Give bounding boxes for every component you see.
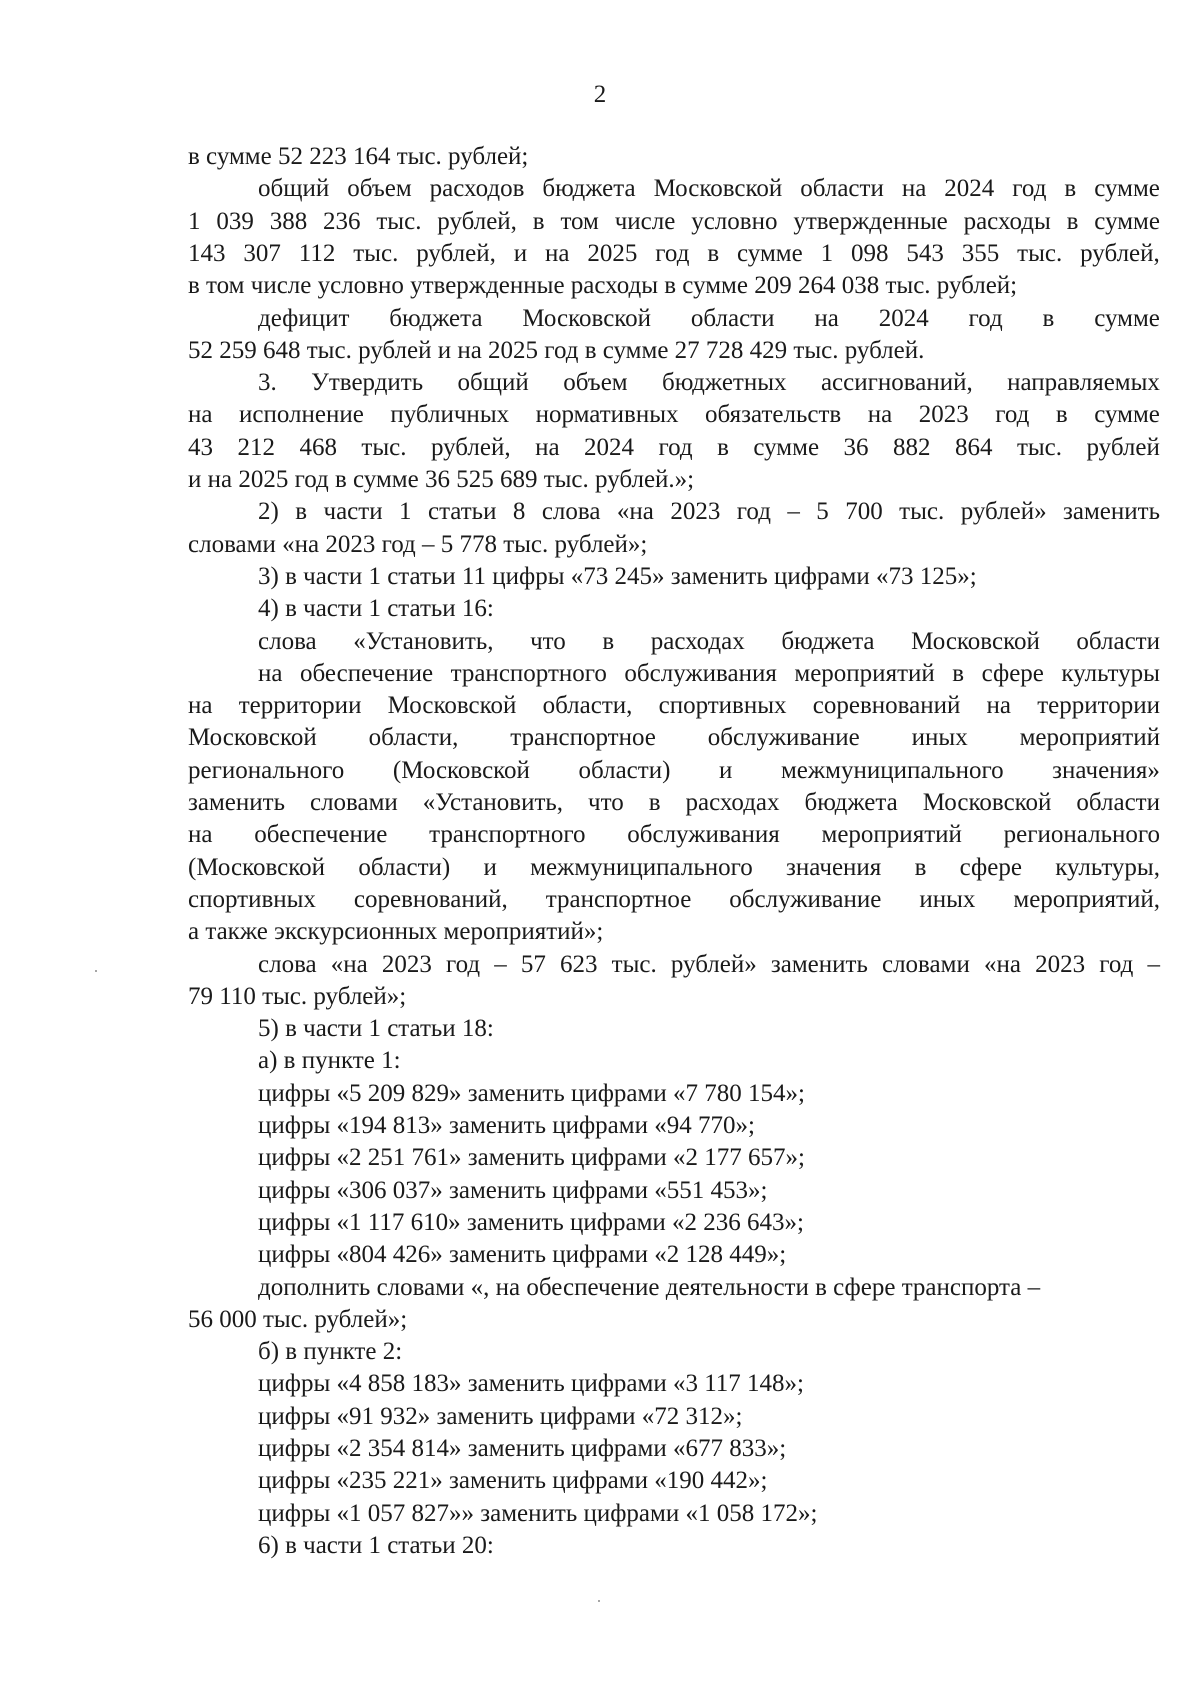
- text-line: в сумме 52 223 164 тыс. рублей;: [188, 143, 529, 170]
- text-line: словами «на 2023 год – 5 778 тыс. рублей»;: [188, 530, 648, 558]
- text-line: 79 110 тыс. рублей»;: [188, 982, 407, 1010]
- text-line: 4) в части 1 статьи 16:: [258, 595, 494, 623]
- text-line: цифры «2 354 814» заменить цифрами «677 833»;: [258, 1435, 787, 1462]
- text-line: цифры «804 426» заменить цифрами «2 128 449»;: [258, 1241, 787, 1269]
- text-line: цифры «1 057 827»» заменить цифрами «1 058 172»;: [258, 1499, 818, 1527]
- text-line: цифры «194 813» заменить цифрами «94 770»;: [258, 1112, 755, 1139]
- text-line: 2) в части 1 статьи 8 слова «на 2023 год – 5 700 тыс. рублей» заменить: [258, 498, 1160, 526]
- text-line: 1 039 388 236 тыс. рублей, в том числе условно утвержденные расходы в сумме: [188, 207, 1160, 235]
- scan-speck: [598, 1600, 600, 1602]
- text-line: б) в пункте 2:: [258, 1338, 403, 1366]
- text-line: заменить словами «Установить, что в расходах бюджета Московской области: [188, 789, 1160, 816]
- text-line: а также экскурсионных мероприятий»;: [188, 918, 604, 946]
- text-line: в том числе условно утвержденные расходы в сумме 209 264 038 тыс. рублей;: [188, 272, 1018, 300]
- text-line: цифры «306 037» заменить цифрами «551 453»;: [258, 1176, 768, 1204]
- text-line: дефицит бюджета Московской области на 2024 год в сумме: [258, 304, 1160, 332]
- text-line: цифры «1 117 610» заменить цифрами «2 236 643»;: [258, 1208, 804, 1236]
- text-line: и на 2025 год в сумме 36 525 689 тыс. рублей.»;: [188, 466, 695, 493]
- text-line: 3. Утвердить общий объем бюджетных ассигнований, направляемых: [258, 369, 1160, 397]
- text-line: цифры «2 251 761» заменить цифрами «2 177 657»;: [258, 1144, 805, 1172]
- text-line: (Московской области) и межмуниципального значения в сфере культуры,: [188, 853, 1160, 881]
- text-line: а) в пункте 1:: [258, 1047, 401, 1075]
- text-line: цифры «5 209 829» заменить цифрами «7 780 154»;: [258, 1079, 805, 1107]
- text-line: цифры «235 221» заменить цифрами «190 442»;: [258, 1467, 768, 1495]
- text-line: спортивных соревнований, транспортное обслуживание иных мероприятий,: [188, 885, 1160, 913]
- text-line: регионального (Московской области) и межмуниципального значения»: [188, 756, 1160, 784]
- text-line: общий объем расходов бюджета Московской области на 2024 год в сумме: [258, 175, 1160, 203]
- text-line: цифры «4 858 183» заменить цифрами «3 117 148»;: [258, 1370, 804, 1398]
- text-line: слова «Установить, что в расходах бюджета Московской области: [258, 627, 1160, 655]
- text-line: цифры «91 932» заменить цифрами «72 312»;: [258, 1402, 743, 1430]
- text-line: дополнить словами «, на обеспечение деятельности в сфере транспорта –: [258, 1273, 1041, 1301]
- text-line: 5) в части 1 статьи 18:: [258, 1015, 494, 1043]
- scan-speck: [95, 970, 97, 972]
- text-line: на исполнение публичных нормативных обязательств на 2023 год в сумме: [188, 401, 1160, 429]
- text-line: 43 212 468 тыс. рублей, на 2024 год в сумме 36 882 864 тыс. рублей: [188, 433, 1160, 461]
- text-line: на обеспечение транспортного обслуживания мероприятий в сфере культуры: [258, 659, 1160, 687]
- text-line: 143 307 112 тыс. рублей, и на 2025 год в сумме 1 098 543 355 тыс. рублей,: [188, 239, 1160, 267]
- text-line: 52 259 648 тыс. рублей и на 2025 год в сумме 27 728 429 тыс. рублей.: [188, 336, 925, 364]
- text-line: 6) в части 1 статьи 20:: [258, 1531, 494, 1559]
- text-line: 3) в части 1 статьи 11 цифры «73 245» заменить цифрами «73 125»;: [258, 562, 977, 590]
- text-line: слова «на 2023 год – 57 623 тыс. рублей» заменить словами «на 2023 год –: [258, 950, 1160, 978]
- text-line: Московской области, транспортное обслуживание иных мероприятий: [188, 724, 1160, 752]
- text-line: на обеспечение транспортного обслуживания мероприятий регионального: [188, 821, 1160, 849]
- page-number: 2: [593, 81, 607, 108]
- text-line: 56 000 тыс. рублей»;: [188, 1305, 408, 1333]
- text-line: на территории Московской области, спортивных соревнований на территории: [188, 692, 1160, 720]
